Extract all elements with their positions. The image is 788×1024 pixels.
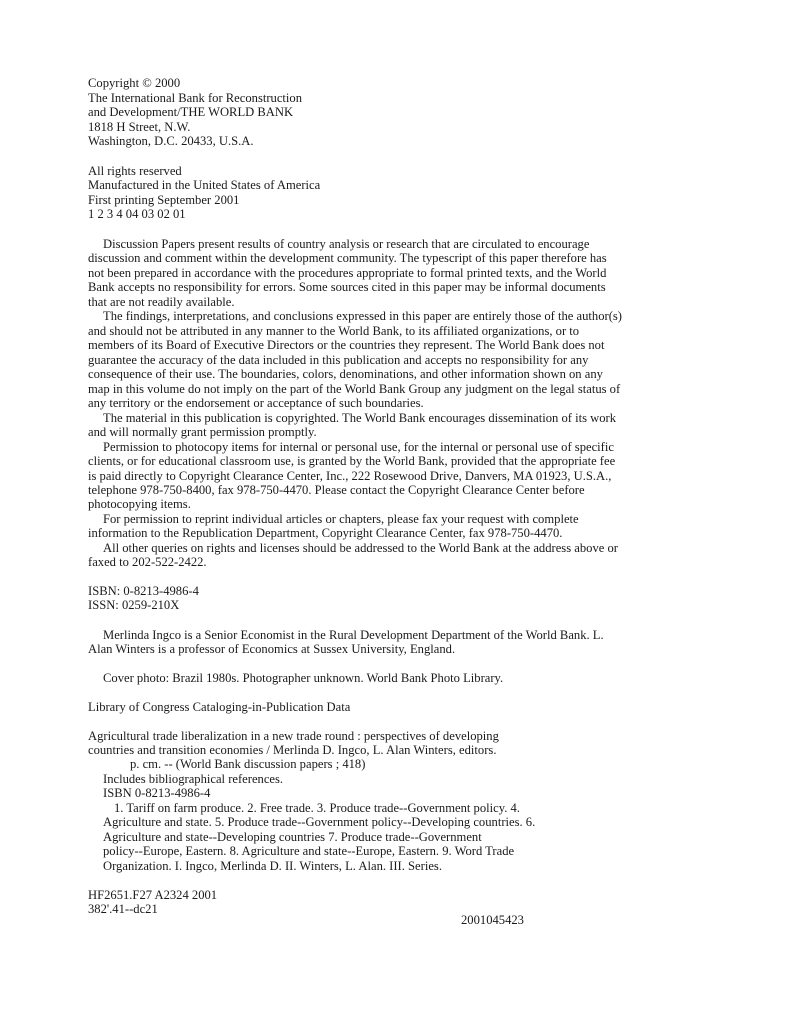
findings-paragraph-line: map in this volume do not imply on the part of the World Bank Group any judgment on the legal status of <box>88 382 621 396</box>
rights-line: Manufactured in the United States of America <box>88 178 321 192</box>
cip-subject-line: Organization. I. Ingco, Merlinda D. II. Winters, L. Alan. III. Series. <box>103 859 442 873</box>
isbn: ISBN: 0-8213-4986-4 <box>88 584 199 598</box>
lccn: 2001045423 <box>461 913 524 927</box>
findings-paragraph-line: consequence of their use. The boundaries, colors, denominations, and other information shown on any <box>88 367 603 381</box>
permission-paragraph-line: photocopying items. <box>88 497 191 511</box>
findings-paragraph-line: guarantee the accuracy of the data included in this publication and accepts no responsibility for any <box>88 353 589 367</box>
cip-isbn: ISBN 0-8213-4986-4 <box>103 786 211 800</box>
permission-paragraph-line: Permission to photocopy items for internal or personal use, for the internal or personal use of specific <box>103 440 614 454</box>
copyright-line: and Development/THE WORLD BANK <box>88 105 294 119</box>
copyright-line: 1818 H Street, N.W. <box>88 120 191 134</box>
cip-title-line: countries and transition economies / Merlinda D. Ingco, L. Alan Winters, editors. <box>88 743 497 757</box>
copyright-line: Washington, D.C. 20433, U.S.A. <box>88 134 254 148</box>
copyright-line: The International Bank for Reconstruction <box>88 91 303 105</box>
reprint-paragraph-line: information to the Republication Department, Copyright Clearance Center, fax 978-750-4470. <box>88 526 563 540</box>
rights-line: All rights reserved <box>88 164 182 178</box>
discussion-paragraph-line: Discussion Papers present results of country analysis or research that are circulated to encourage <box>103 237 590 251</box>
material-paragraph-line: The material in this publication is copyrighted. The World Bank encourages dissemination of its work <box>103 411 617 425</box>
cip-series-line: p. cm. -- (World Bank discussion papers ; 418) <box>130 757 366 771</box>
cip-subject-line: Agriculture and state. 5. Produce trade--Government policy--Developing countries. 6. <box>103 815 536 829</box>
rights-line: 1 2 3 4 04 03 02 01 <box>88 207 186 221</box>
permission-paragraph-line: telephone 978-750-8400, fax 978-750-4470. Please contact the Copyright Clearance Center before <box>88 483 585 497</box>
rights-line: First printing September 2001 <box>88 193 240 207</box>
issn: ISSN: 0259-210X <box>88 598 180 612</box>
findings-paragraph-line: The findings, interpretations, and conclusions expressed in this paper are entirely those of the author(s) <box>103 309 622 323</box>
discussion-paragraph-line: that are not readily available. <box>88 295 235 309</box>
findings-paragraph-line: and should not be attributed in any manner to the World Bank, to its affiliated organizations, or to <box>88 324 580 338</box>
findings-paragraph-line: members of its Board of Executive Directors or the countries they represent. The World Bank does not <box>88 338 605 352</box>
cip-subject-line: 1. Tariff on farm produce. 2. Free trade. 3. Produce trade--Government policy. 4. <box>114 801 520 815</box>
lc-call-number: HF2651.F27 A2324 2001 <box>88 888 218 902</box>
other-queries-paragraph-line: All other queries on rights and licenses should be addressed to the World Bank at the address above or <box>103 541 618 555</box>
cover-photo-credit: Cover photo: Brazil 1980s. Photographer unknown. World Bank Photo Library. <box>103 671 504 685</box>
dewey-number: 382'.41--dc21 <box>88 902 158 916</box>
discussion-paragraph-line: Bank accepts no responsibility for errors. Some sources cited in this paper may be informal documents <box>88 280 606 294</box>
material-paragraph-line: and will normally grant permission promptly. <box>88 425 317 439</box>
permission-paragraph-line: is paid directly to Copyright Clearance Center, Inc., 222 Rosewood Drive, Danvers, MA 01923, U.S.A., <box>88 469 612 483</box>
authors-line: Merlinda Ingco is a Senior Economist in the Rural Development Department of the World Bank. L. <box>103 628 604 642</box>
discussion-paragraph-line: discussion and comment within the development community. The typescript of this paper therefore has <box>88 251 607 265</box>
permission-paragraph-line: clients, or for educational classroom use, is granted by the World Bank, provided that the appropriate fee <box>88 454 616 468</box>
authors-line: Alan Winters is a professor of Economics at Sussex University, England. <box>88 642 456 656</box>
discussion-paragraph-line: not been prepared in accordance with the procedures appropriate to formal printed texts, and the World <box>88 266 607 280</box>
cip-heading: Library of Congress Cataloging-in-Publication Data <box>88 700 351 714</box>
other-queries-paragraph-line: faxed to 202-522-2422. <box>88 555 207 569</box>
copyright-line: Copyright © 2000 <box>88 76 181 90</box>
cip-subject-line: Agriculture and state--Developing countries 7. Produce trade--Government <box>103 830 482 844</box>
cip-bibliography-note: Includes bibliographical references. <box>103 772 284 786</box>
cip-subject-line: policy--Europe, Eastern. 8. Agriculture and state--Europe, Eastern. 9. Word Trade <box>103 844 515 858</box>
cip-title-line: Agricultural trade liberalization in a new trade round : perspectives of developing <box>88 729 499 743</box>
reprint-paragraph-line: For permission to reprint individual articles or chapters, please fax your request with complete <box>103 512 579 526</box>
findings-paragraph-line: any territory or the endorsement or acceptance of such boundaries. <box>88 396 424 410</box>
